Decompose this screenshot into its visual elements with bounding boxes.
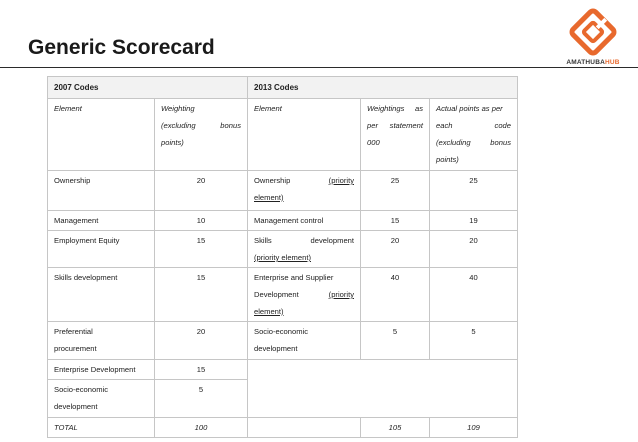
scorecard-table (47, 76, 518, 438)
col-weighting-2007: Weighting (excluding bonus points) (155, 99, 248, 171)
table-row: Employment Equity 15 Skills development (priority element) 20 20 (48, 231, 518, 268)
col-actual-points: Actual points as per each code (excluding bonus points) (430, 99, 518, 171)
table-row: Management 10 Management control 15 19 (48, 211, 518, 231)
amathuba-hub-logo (553, 7, 633, 69)
col-element-2007: Element (48, 99, 155, 171)
col-weightings-2013: Weightings as per statement 000 (361, 99, 430, 171)
page-title: Generic Scorecard (28, 36, 215, 59)
table-row: Preferential procurement 20 Socio-economic development 5 5 (48, 322, 518, 360)
table-row-total: TOTAL 100 105 109 (48, 418, 518, 438)
header-2013-codes: 2013 Codes (248, 77, 518, 99)
title-divider (0, 67, 638, 68)
table-header-codes (48, 77, 518, 99)
table-row: Ownership 20 Ownership (priority element) 25 25 (48, 171, 518, 211)
logo-mark-icon (567, 7, 619, 57)
table-header-columns (48, 99, 518, 171)
col-element-2013: Element (248, 99, 361, 171)
empty-cell (248, 360, 518, 418)
header-2007-codes: 2007 Codes (48, 77, 248, 99)
table-row: Enterprise Development 15 (48, 360, 518, 380)
table-row: Skills development 15 Enterprise and Supplier Development (priority element) 40 40 (48, 268, 518, 322)
logo-wordmark: AMATHUBAHUB (566, 59, 620, 66)
table-row: Socio-economic development 5 (48, 380, 518, 418)
